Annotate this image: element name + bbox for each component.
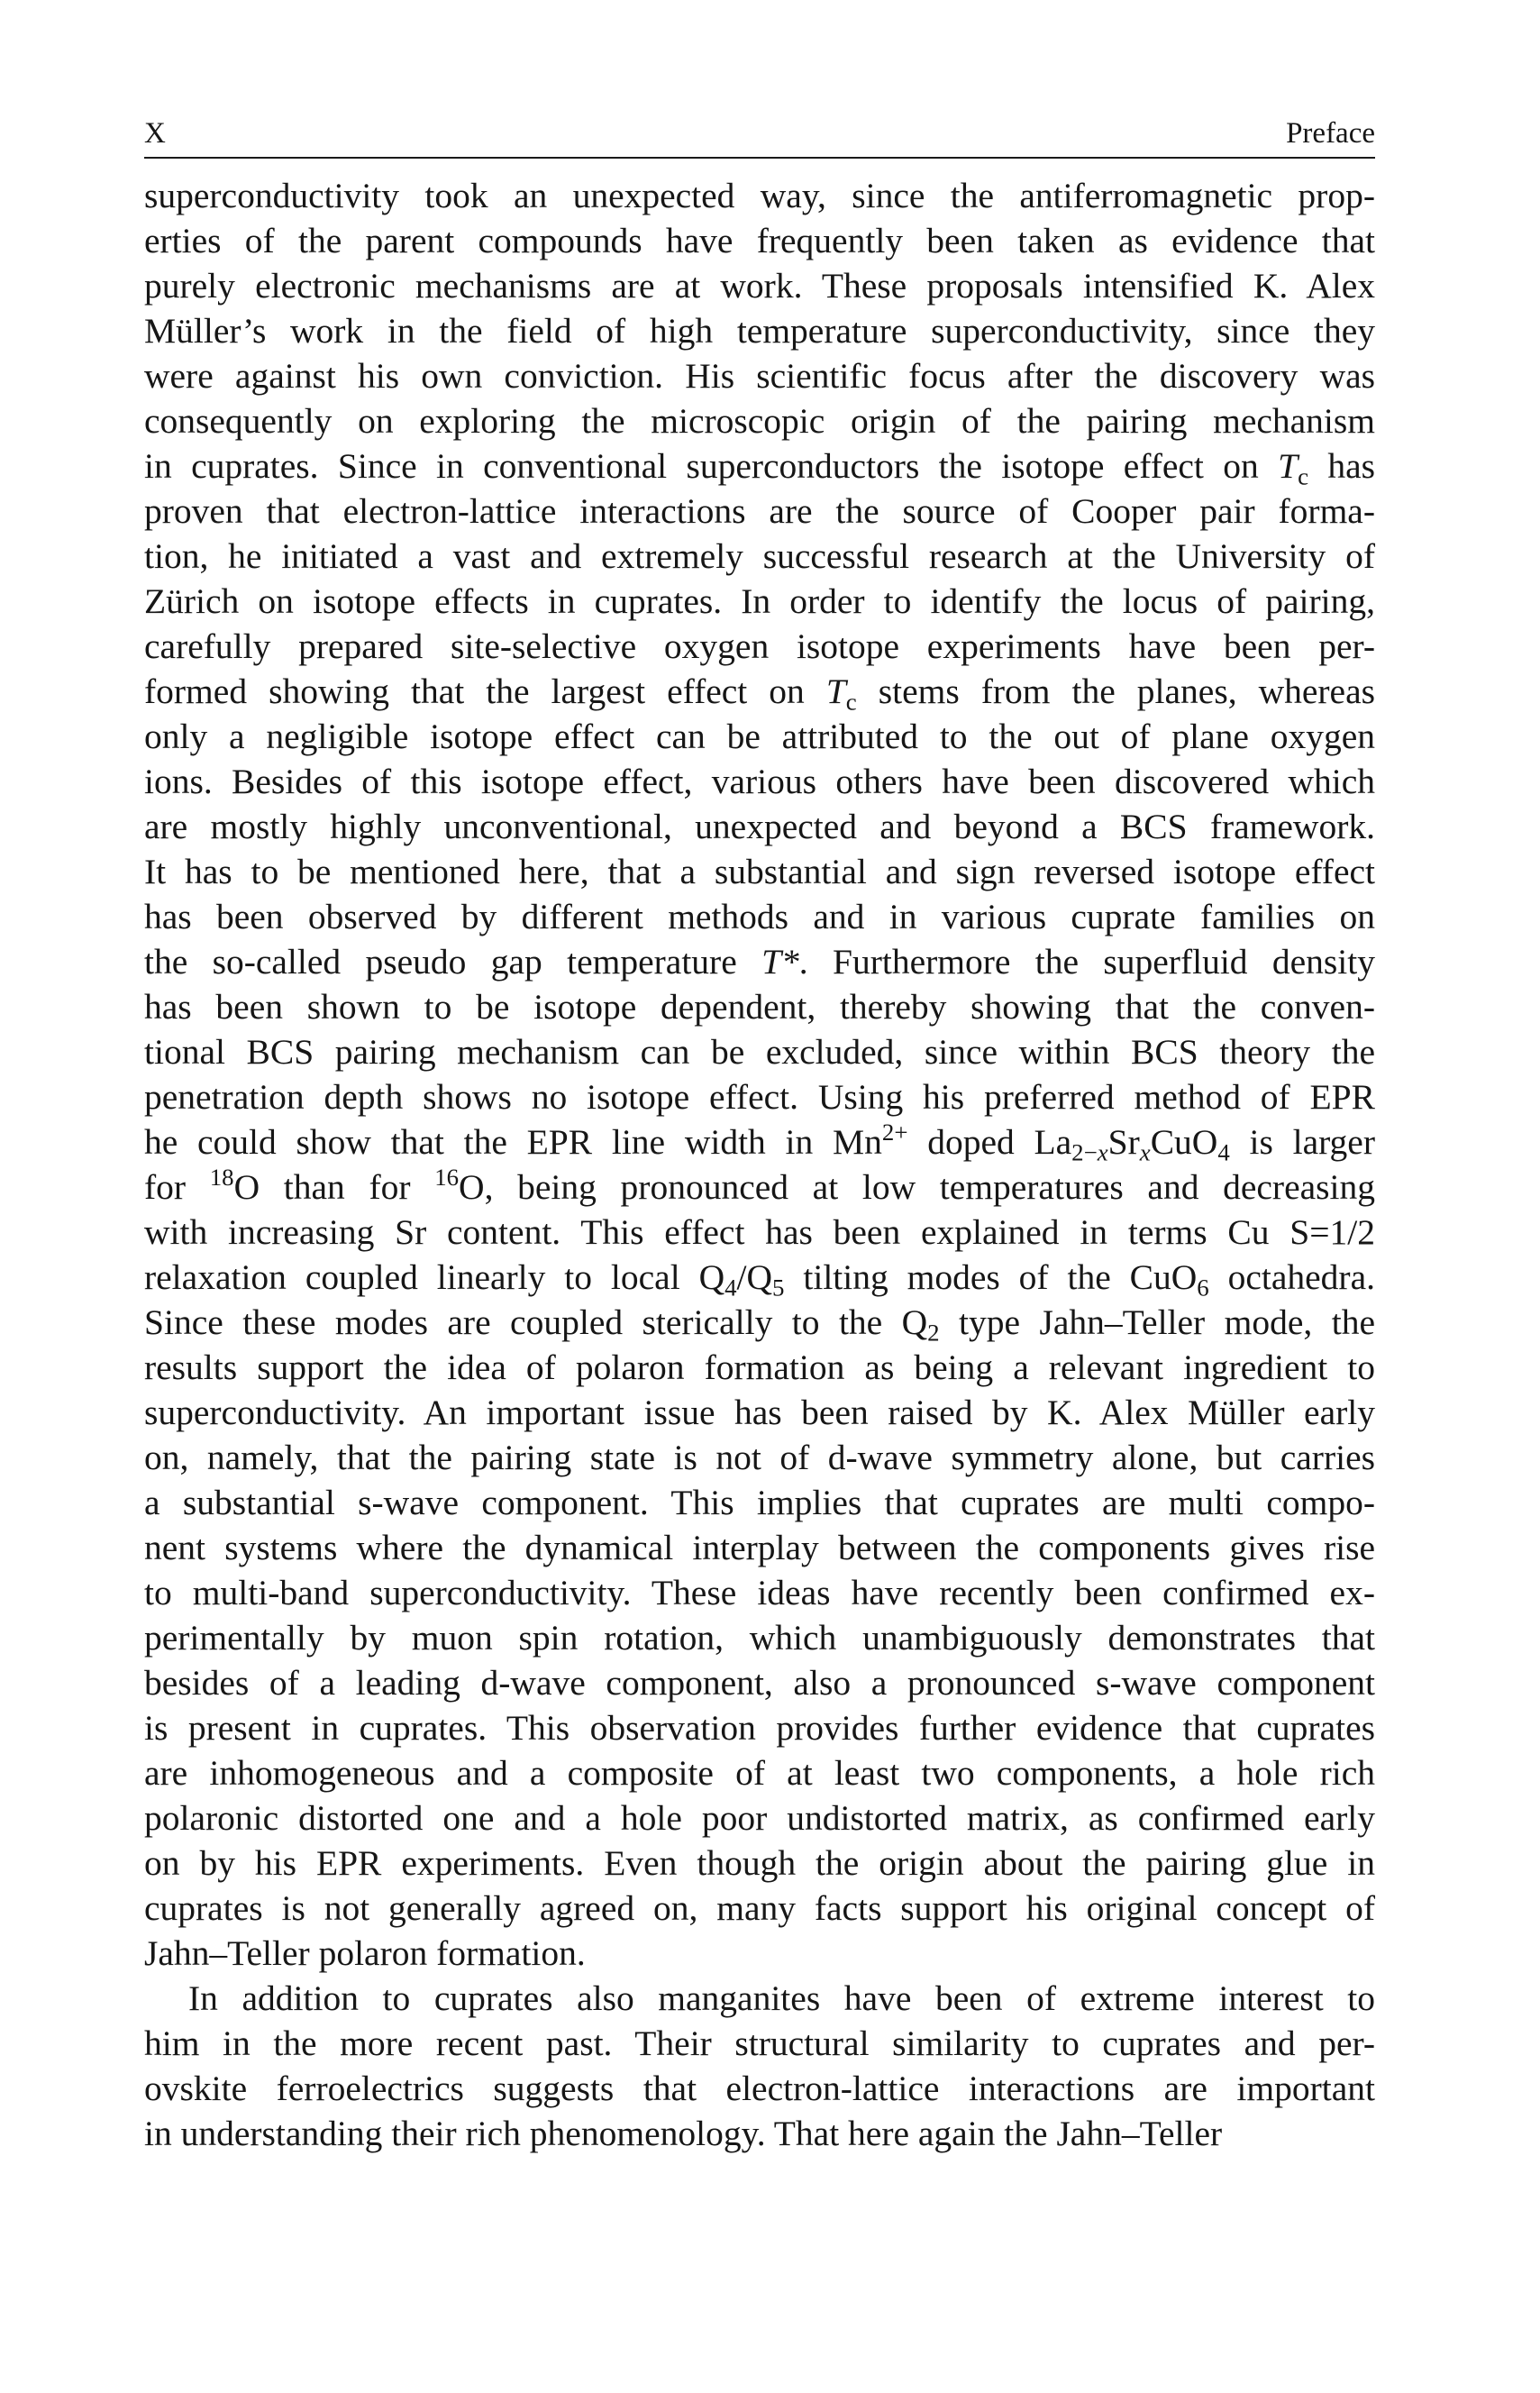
- text-run: O than for: [233, 1167, 435, 1207]
- paragraph-2: [144, 1976, 1375, 2156]
- paragraph-1: [144, 173, 1375, 1976]
- text-run: is present in cuprates. This observation provides further evidence that cuprates: [144, 1708, 1375, 1748]
- text-line: [144, 1570, 1375, 1615]
- text-line: [144, 1345, 1375, 1390]
- text-run: has been shown to be isotope dependent, thereby showing that the conven-: [144, 987, 1375, 1027]
- text-line: [144, 1750, 1375, 1795]
- text-run: for: [144, 1167, 210, 1207]
- subscript: 2−: [1071, 1138, 1098, 1166]
- text-line: [144, 173, 1375, 218]
- text-line: [144, 669, 1375, 714]
- text-run: were against his own conviction. His scientific focus after the discovery was: [144, 356, 1375, 396]
- text-run: him in the more recent past. Their structural similarity to cuprates and per-: [144, 2023, 1375, 2063]
- subscript: 4: [724, 1274, 737, 1302]
- text-line: [144, 534, 1375, 579]
- text-run: Jahn–Teller polaron formation.: [144, 1933, 586, 1973]
- italic-symbol: T*: [761, 942, 799, 982]
- text-run: polaronic distorted one and a hole poor undistorted matrix, as confirmed early: [144, 1798, 1375, 1838]
- text-line: [144, 1931, 1375, 1976]
- text-line: [144, 714, 1375, 759]
- text-line: [144, 1615, 1375, 1660]
- text-run: the so-called pseudo gap temperature: [144, 942, 762, 982]
- text-run: tion, he initiated a vast and extremely successful research at the University of: [144, 536, 1375, 576]
- text-run: superconductivity took an unexpected way, since the antiferromagnetic prop-: [144, 176, 1375, 215]
- text-run: on, namely, that the pairing state is not of d-wave symmetry alone, but carries: [144, 1438, 1375, 1477]
- text-line: [144, 804, 1375, 849]
- text-run: he could show that the EPR line width in Mn: [144, 1122, 882, 1162]
- text-run: besides of a leading d-wave component, also a pronounced s-wave component: [144, 1663, 1375, 1703]
- text-run: consequently on exploring the microscopic origin of the pairing mechanism: [144, 401, 1375, 441]
- text-line: [144, 1119, 1375, 1165]
- text-run: is larger: [1229, 1122, 1375, 1162]
- text-run: CuO: [1150, 1122, 1218, 1162]
- book-page: [144, 115, 1375, 2156]
- text-run: tional BCS pairing mechanism can be excluded, since within BCS theory the: [144, 1032, 1375, 1072]
- superscript: 2+: [881, 1119, 908, 1146]
- subscript: 4: [1217, 1138, 1230, 1166]
- text-run: cuprates is not generally agreed on, many facts support his original concept of: [144, 1888, 1375, 1928]
- text-line: [144, 759, 1375, 804]
- text-line: [144, 398, 1375, 443]
- text-line: [144, 1525, 1375, 1570]
- text-run: a substantial s-wave component. This implies that cuprates are multi compo-: [144, 1483, 1375, 1522]
- text-run: are inhomogeneous and a composite of at least two components, a hole rich: [144, 1753, 1375, 1793]
- subscript: c: [1298, 462, 1308, 490]
- text-line: [144, 1074, 1375, 1119]
- text-run: in understanding their rich phenomenology. That here again the Jahn–Teller: [144, 2114, 1223, 2153]
- text-run: relaxation coupled linearly to local Q: [144, 1257, 725, 1297]
- subscript-variable: x: [1097, 1138, 1108, 1166]
- text-line: [144, 2111, 1375, 2156]
- text-line: [144, 1029, 1375, 1074]
- text-line: [144, 2066, 1375, 2111]
- text-line: [144, 353, 1375, 398]
- text-line: [144, 443, 1375, 489]
- text-run: . Furthermore the superfluid density: [798, 942, 1375, 982]
- text-run: octahedra.: [1208, 1257, 1375, 1297]
- text-line: [144, 218, 1375, 263]
- text-line: [144, 849, 1375, 894]
- subscript: 6: [1197, 1274, 1209, 1302]
- text-run: doped La: [907, 1122, 1072, 1162]
- superscript: 18: [209, 1164, 234, 1192]
- text-run: ions. Besides of this isotope effect, various others have been discovered which: [144, 762, 1375, 801]
- text-run: only a negligible isotope effect can be attributed to the out of plane oxygen: [144, 717, 1375, 756]
- text-line: [144, 1435, 1375, 1480]
- subscript: 5: [772, 1274, 785, 1302]
- subscript-variable: x: [1139, 1138, 1151, 1166]
- text-line: [144, 1390, 1375, 1435]
- italic-symbol: T: [825, 671, 846, 711]
- text-run: type Jahn–Teller mode, the: [939, 1302, 1375, 1342]
- text-line: [144, 1976, 1375, 2021]
- text-run: Müller’s work in the field of high temperature superconductivity, since they: [144, 311, 1375, 351]
- text-line: [144, 984, 1375, 1029]
- text-run: nent systems where the dynamical interplay between the components gives rise: [144, 1528, 1375, 1567]
- text-run: results support the idea of polaron formation as being a relevant ingredient to: [144, 1347, 1375, 1387]
- text-line: [144, 894, 1375, 939]
- text-run: on by his EPR experiments. Even though the origin about the pairing glue in: [144, 1843, 1375, 1883]
- text-run: penetration depth shows no isotope effect. Using his preferred method of EPR: [144, 1077, 1375, 1117]
- text-run: perimentally by muon spin rotation, which unambiguously demonstrates that: [144, 1618, 1375, 1658]
- text-run: with increasing Sr content. This effect has been explained in terms Cu S=1/2: [144, 1212, 1375, 1252]
- text-line: [144, 1840, 1375, 1886]
- italic-symbol: T: [1278, 446, 1299, 486]
- text-run: to multi-band superconductivity. These ideas have recently been confirmed ex-: [144, 1573, 1375, 1612]
- text-run: purely electronic mechanisms are at work. These proposals intensified K. Alex: [144, 266, 1375, 306]
- text-run: tilting modes of the CuO: [784, 1257, 1198, 1297]
- text-line: [144, 1210, 1375, 1255]
- text-run: are mostly highly unconventional, unexpected and beyond a BCS framework.: [144, 807, 1375, 846]
- subscript: 2: [927, 1319, 940, 1347]
- text-line: [144, 1705, 1375, 1750]
- subscript: c: [845, 688, 857, 716]
- text-run: in cuprates. Since in conventional superconductors the isotope effect on: [144, 446, 1279, 486]
- text-run: O, being pronounced at low temperatures and decreasing: [459, 1167, 1375, 1207]
- text-run: superconductivity. An important issue has been raised by K. Alex Müller early: [144, 1393, 1375, 1432]
- text-line: [144, 263, 1375, 308]
- body-text: [144, 173, 1375, 2156]
- text-run: proven that electron-lattice interactions are the source of Cooper pair forma-: [144, 491, 1375, 531]
- text-line: [144, 1165, 1375, 1210]
- text-run: In addition to cuprates also manganites have been of extreme interest to: [188, 1978, 1375, 2018]
- running-header: [144, 115, 1375, 159]
- text-line: [144, 624, 1375, 669]
- text-run: Since these modes are coupled sterically to the Q: [144, 1302, 928, 1342]
- text-run: /Q: [736, 1257, 773, 1297]
- text-line: [144, 489, 1375, 534]
- text-line: [144, 1255, 1375, 1300]
- text-line: [144, 939, 1375, 984]
- text-run: ovskite ferroelectrics suggests that electron-lattice interactions are important: [144, 2069, 1375, 2108]
- page-number: X: [144, 117, 166, 150]
- text-line: [144, 1660, 1375, 1705]
- text-line: [144, 2021, 1375, 2066]
- text-run: stems from the planes, whereas: [856, 671, 1375, 711]
- text-run: carefully prepared site-selective oxygen isotope experiments have been per-: [144, 626, 1375, 666]
- text-line: [144, 1795, 1375, 1840]
- text-line: [144, 308, 1375, 353]
- text-run: has been observed by different methods and in various cuprate families on: [144, 897, 1375, 936]
- text-line: [144, 1480, 1375, 1525]
- text-run: It has to be mentioned here, that a substantial and sign reversed isotope effect: [144, 852, 1375, 891]
- text-line: [144, 1300, 1375, 1345]
- text-line: [144, 1886, 1375, 1931]
- text-run: Sr: [1107, 1122, 1140, 1162]
- text-run: Zürich on isotope effects in cuprates. In order to identify the locus of pairing,: [144, 581, 1375, 621]
- superscript: 16: [434, 1164, 460, 1192]
- text-line: [144, 579, 1375, 624]
- text-run: erties of the parent compounds have frequently been taken as evidence that: [144, 221, 1375, 260]
- text-run: formed showing that the largest effect on: [144, 671, 826, 711]
- text-run: has: [1308, 446, 1376, 486]
- running-title: Preface: [1286, 117, 1375, 150]
